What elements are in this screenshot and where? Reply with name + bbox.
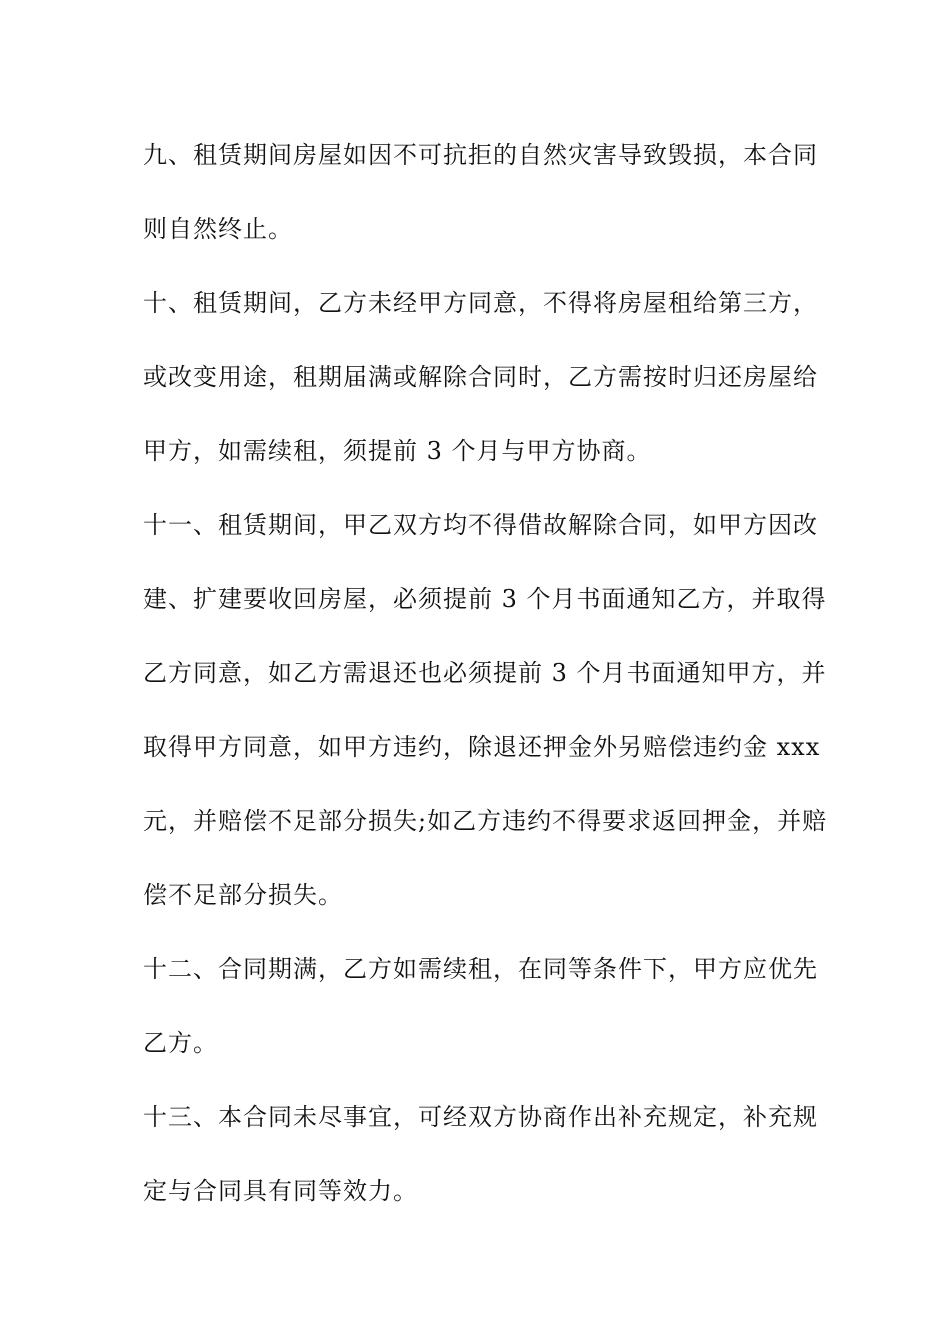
text-line: 或改变用途，租期届满或解除合同时，乙方需按时归还房屋给 <box>143 363 818 391</box>
document-body <box>143 118 828 1228</box>
text-line: 元，并赔偿不足部分损失;如乙方违约不得要求返回押金，并赔 <box>143 807 828 835</box>
text-line: 十、租赁期间，乙方未经甲方同意，不得将房屋租给第三方， <box>143 289 818 317</box>
text-line: 甲方，如需续租，须提前 3 个月与甲方协商。 <box>143 437 652 465</box>
text-line: 取得甲方同意，如甲方违约，除退还押金外另赔偿违约金 xxx <box>143 733 821 761</box>
text-line: 乙方。 <box>143 1029 218 1057</box>
text-line: 九、租赁期间房屋如因不可抗拒的自然灾害导致毁损，本合同 <box>143 141 818 169</box>
text-line: 十三、本合同未尽事宜，可经双方协商作出补充规定，补充规 <box>143 1103 818 1131</box>
text-line: 偿不足部分损失。 <box>143 881 343 909</box>
text-line: 十一、租赁期间，甲乙双方均不得借故解除合同，如甲方因改 <box>143 511 818 539</box>
text-line: 则自然终止。 <box>143 215 293 243</box>
text-line: 十二、合同期满，乙方如需续租，在同等条件下，甲方应优先 <box>143 955 818 983</box>
text-line: 乙方同意，如乙方需退还也必须提前 3 个月书面通知甲方，并 <box>143 659 827 687</box>
text-line: 定与合同具有同等效力。 <box>143 1177 418 1205</box>
text-line: 建、扩建要收回房屋，必须提前 3 个月书面通知乙方，并取得 <box>143 585 827 613</box>
